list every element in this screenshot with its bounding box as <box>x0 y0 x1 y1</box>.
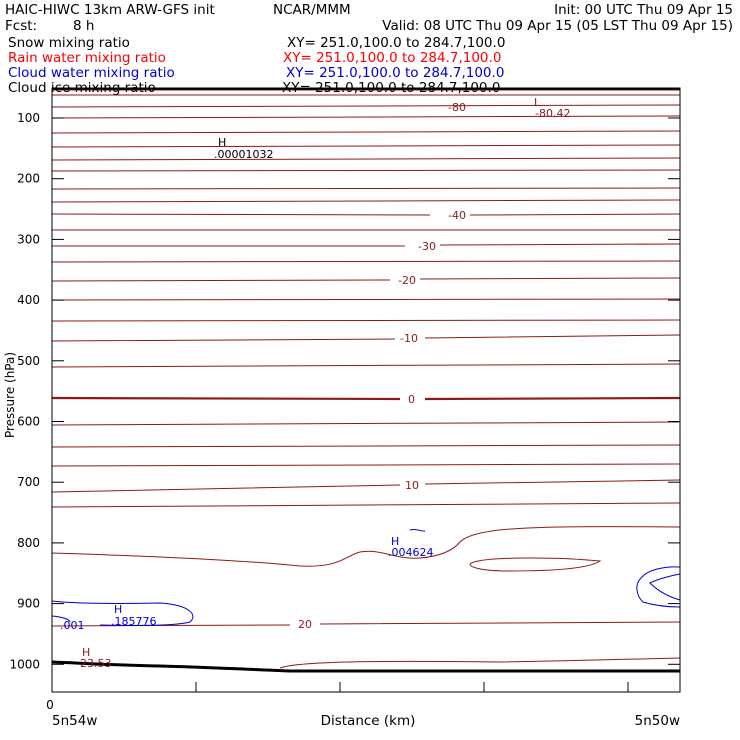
contour-label-minus-40: -40 <box>448 209 466 222</box>
field-xy-cloud-water: XY= 251.0,100.0 to 284.7,100.0 <box>286 65 505 81</box>
contour-line <box>52 116 680 118</box>
y-tick-label: 200 <box>17 171 40 186</box>
fcst-label: Fcst: <box>5 18 38 34</box>
plot-border <box>52 88 680 692</box>
contour-label-minus-30: -30 <box>418 240 436 253</box>
y-tick-label: 300 <box>17 232 40 247</box>
field-xy-rain: XY= 251.0,100.0 to 284.7,100.0 <box>283 50 502 66</box>
plot-org: NCAR/MMM <box>273 2 351 18</box>
axes-frame <box>52 88 680 692</box>
contour-line <box>52 131 680 133</box>
low-marker: L <box>534 96 541 109</box>
y-axis-title: Pressure (hPa) <box>3 351 17 439</box>
y-tick-label: 600 <box>17 414 40 429</box>
high-value-cloud-water-mid: .004624 <box>388 546 434 559</box>
field-xy-snow: XY= 251.0,100.0 to 284.7,100.0 <box>287 35 506 51</box>
fcst-value: 8 h <box>73 18 95 34</box>
contour-line <box>52 464 680 466</box>
contour-line <box>52 335 680 341</box>
contour-line <box>52 422 680 425</box>
high-value-cloud-water-low: .185776 <box>111 615 157 628</box>
cloud-water-contours <box>52 529 680 625</box>
contour-line <box>52 445 680 447</box>
field-xy-cloud-ice: XY= 251.0,100.0 to 284.7,100.0 <box>282 80 501 96</box>
contour-line <box>52 480 680 492</box>
y-tick-label: 1000 <box>9 657 40 672</box>
contour-label-10: 10 <box>405 479 419 492</box>
x-axis <box>196 682 628 692</box>
contour-label-minus-80: -80 <box>448 101 466 114</box>
contour-label-minus-20: -20 <box>398 274 416 287</box>
high-marker-cloud-water-mid: H <box>391 535 400 548</box>
contour-line <box>52 145 680 147</box>
y-tick-label: 100 <box>17 111 40 125</box>
field-name-cloud-ice: Cloud ice mixing ratio <box>8 80 156 96</box>
high-marker-snow: H <box>218 136 227 149</box>
x-left-label: 5n54w <box>52 713 98 729</box>
contour-line <box>280 658 680 668</box>
contour-line <box>52 170 680 171</box>
low-value: -80.42 <box>535 107 571 120</box>
y-tick-label: 800 <box>17 535 40 550</box>
high-marker-cloud-water-low: H <box>114 603 123 616</box>
x-axis-title: Distance (km) <box>320 713 416 729</box>
contour-label-0: 0 <box>408 393 415 406</box>
contour-line <box>52 364 680 367</box>
cloud-water-contour-label: .001 <box>60 619 85 632</box>
contour-line <box>52 261 680 262</box>
cloud-water-contour <box>410 529 425 531</box>
contour-label-minus-10: -10 <box>400 332 418 345</box>
contour-line <box>52 320 680 321</box>
y-tick-label: 500 <box>17 353 40 368</box>
contour-labels <box>60 96 570 670</box>
init-time: Init: 00 UTC Thu 09 Apr 15 <box>554 2 733 18</box>
contour-line <box>52 200 680 202</box>
contour-line <box>52 188 680 189</box>
contour-label-20: 20 <box>298 618 312 631</box>
y-tick-label: 400 <box>17 293 40 308</box>
high-marker-surface: H <box>82 646 91 659</box>
contour-line <box>52 244 680 246</box>
high-value-surface: 23.53 <box>80 657 112 670</box>
field-name-snow: Snow mixing ratio <box>8 35 130 51</box>
contour-line <box>52 105 680 107</box>
contour-line <box>52 278 680 281</box>
contour-line <box>52 299 680 300</box>
y-tick-label: 700 <box>17 475 40 490</box>
temperature-contours <box>52 89 680 671</box>
valid-time: Valid: 08 UTC Thu 09 Apr 15 (05 LST Thu 09 Apr 15) <box>382 18 733 34</box>
y-tick-label: 900 <box>17 596 40 611</box>
x-tick-label-zero: 0 <box>46 698 54 712</box>
high-value-snow: .00001032 <box>214 148 274 161</box>
cloud-water-contour <box>637 567 680 607</box>
field-name-cloud-water: Cloud water mixing ratio <box>8 65 175 81</box>
field-name-rain: Rain water mixing ratio <box>8 50 166 66</box>
contour-line <box>52 398 680 399</box>
contour-line <box>470 558 600 571</box>
plot-title: HAIC-HIWC 13km ARW-GFS init <box>5 2 215 18</box>
y-axis <box>9 111 680 671</box>
contour-line <box>52 214 680 215</box>
surface-line <box>52 662 680 671</box>
contour-line <box>52 503 680 507</box>
x-right-label: 5n50w <box>634 713 680 729</box>
contour-line <box>52 158 680 160</box>
cloud-water-contour <box>650 574 680 600</box>
